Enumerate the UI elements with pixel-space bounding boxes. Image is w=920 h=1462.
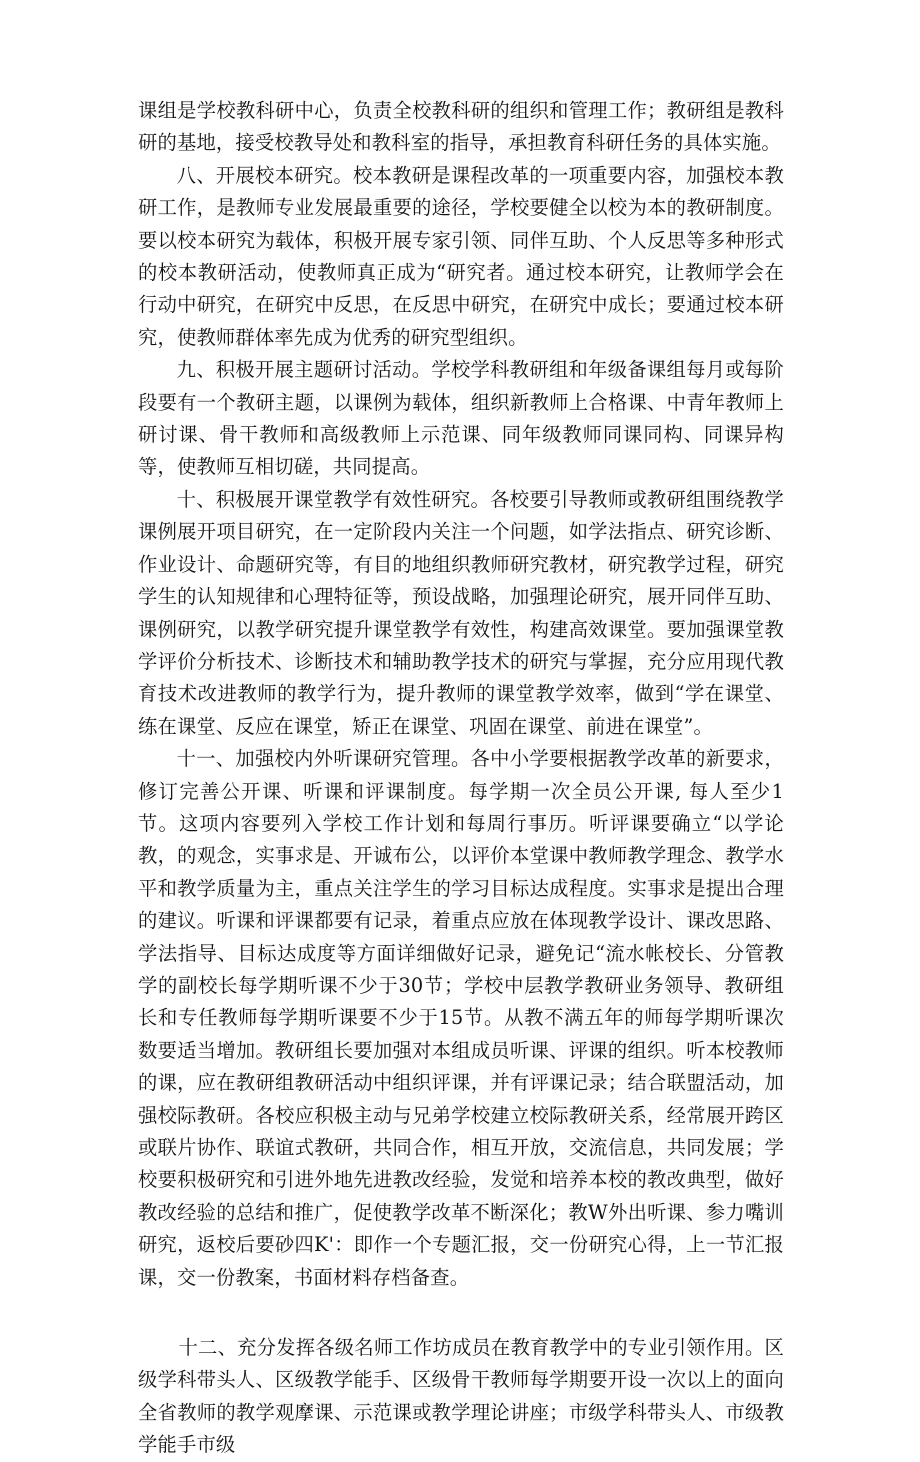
- paragraph-section-8: 八、开展校本研究。校本教研是课程改革的一项重要内容，加强校本教研工作，是教师专业发展最重要的途径，学校要健全以校为本的教研制度。要以校本研究为载体，积极开展专家引领、同伴互助、个人反思等多种形式的校本教研活动，使教师真正成为“研究者。通过校本研究，让教师学会在行动中研究，在研究中反思，在反思中研究，在研究中成长；要通过校本研究，使教师群体率先成为优秀的研究型组织。: [138, 163, 784, 349]
- paragraph-section-12: 十二、充分发挥各级名师工作坊成员在教育教学中的专业引领作用。区级学科带头人、区级教学能手、区级骨干教师每学期要开设一次以上的面向全省教师的教学观摩课、示范课或教学理论讲座；市级学科带头人、市级教学能手市级: [138, 1336, 784, 1457]
- paragraph-continuation: 课组是学校教科研中心，负责全校教科研的组织和管理工作；教研组是教科研的基地，接受校教导处和教科室的指导，承担教育科研任务的具体实施。: [138, 99, 784, 155]
- document-page: [138, 95, 784, 1462]
- paragraph-section-11: 十一、加强校内外听课研究管理。各中小学要根据教学改革的新要求，修订完善公开课、听课和评课制度。每学期一次全员公开课, 每人至少1节。这项内容要列入学校工作计划和每周行事历。听评课要确立“以学论教，的观念，实事求是、开诚布公，以评价本堂课中教师教学理念、教学水平和教学质量为主，重点关注学生的学习目标达成程度。实事求是提出合理的建议。听课和评课都要有记录，着重点应放在体现教学设计、课改思路、学法指导、目标达成度等方面详细做好记录，避免记“流水帐校长、分管教学的副校长每学期听课不少于30节；学校中层教学教研业务领导、教研组长和专任教师每学期听课要不少于15节。从教不满五年的师每学期听课次数要适当增加。教研组长要加强对本组成员听课、评课的组织。听本校教师的课，应在教研组教研活动中组织评课，并有评课记录；结合联盟活动，加强校际教研。各校应积极主动与兄弟学校建立校际教研关系，经常展开跨区或联片协作、联谊式教研，共同合作，相互开放，交流信息，共同发展；学校要积极研究和引进外地先进教改经验，发觉和培养本校的教改典型，做好教改经验的总结和推广，促使教学改革不断深化；教W外出听课、参力嘴训研究，返校后要砂四K'：即作一个专题汇报，交一份研究心得，上一节汇报课，交一份教案，书面材料存档备查。: [138, 747, 784, 1289]
- paragraph-section-9: 九、积极开展主题研讨活动。学校学科教研组和年级备课组每月或每阶段要有一个教研主题，以课例为载体，组织新教师上合格课、中青年教师上研讨课、骨干教师和高级教师上示范课、同年级教师同课同构、同课异构等，使教师互相切磋，共同提高。: [138, 358, 784, 479]
- paragraph-gap: [138, 1294, 784, 1332]
- paragraph-section-10: 十、积极展开课堂教学有效性研究。各校要引导教师或教研组围绕教学课例展开项目研究，在一定阶段内关注一个问题，如学法指点、研究诊断、作业设计、命题研究等，有目的地组织教师研究教材，研究教学过程，研究学生的认知规律和心理特征等，预设战略，加强理论研究，展开同伴互助、课例研究，以教学研究提升课堂教学有效性，构建高效课堂。要加强课堂教学评价分析技术、诊断技术和辅助教学技术的研究与掌握，充分应用现代教育技术改进教师的教学行为，提升教师的课堂教学效率，做到“学在课堂、练在课堂、反应在课堂，矫正在课堂、巩固在课堂、前进在课堂”。: [138, 487, 784, 738]
